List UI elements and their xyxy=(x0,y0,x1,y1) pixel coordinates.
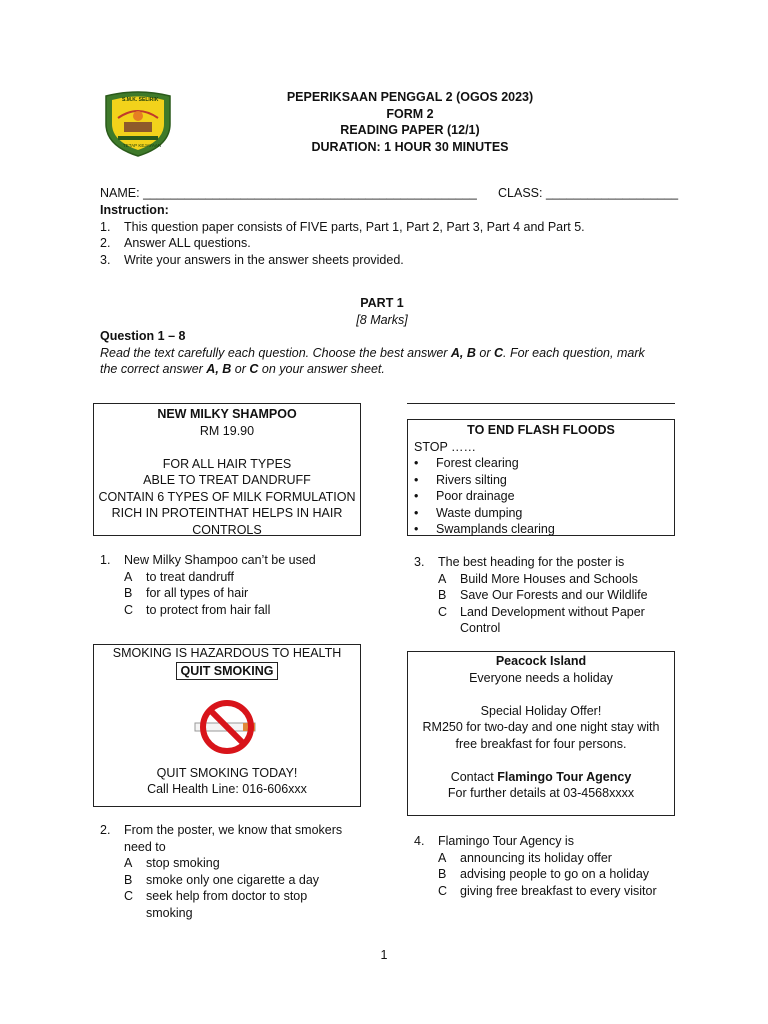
option-c[interactable]: C giving free breakfast to every visitor xyxy=(438,883,657,898)
option-a[interactable]: A stop smoking xyxy=(124,856,220,870)
island-contact: Contact Flamingo Tour Agency xyxy=(450,769,632,784)
option-b[interactable]: B smoke only one cigarette a day xyxy=(124,872,320,887)
option-c[interactable]: C to protect from hair fall xyxy=(124,602,271,617)
shampoo-line: RICH IN PROTEINTHAT HELPS IN HAIR xyxy=(111,506,343,520)
instruction-label: Instruction: xyxy=(100,203,169,217)
flood-bullet: • Forest clearing xyxy=(414,456,519,470)
part-title: PART 1 xyxy=(360,296,404,310)
logo-text-top: S.M.K. SELIRIK xyxy=(122,97,159,103)
flood-bullet: • Waste dumping xyxy=(414,505,523,520)
duration-label: DURATION: 1 HOUR 30 MINUTES xyxy=(311,139,509,154)
shampoo-title: NEW MILKY SHAMPOO xyxy=(157,407,297,421)
flood-title: TO END FLASH FLOODS xyxy=(467,423,615,437)
smoking-title: SMOKING IS HAZARDOUS TO HEALTH xyxy=(112,646,342,660)
flood-bullet: • Poor drainage xyxy=(414,489,515,503)
flood-bullet: • Swamplands clearing xyxy=(414,522,555,536)
instruction-item: 2. Answer ALL questions. xyxy=(100,236,251,250)
page-number: 1 xyxy=(380,948,388,962)
option-b[interactable]: B for all types of hair xyxy=(124,586,249,600)
directions xyxy=(100,328,680,378)
flood-stop: STOP …… xyxy=(414,439,477,454)
instruction-item: 1. This question paper consists of FIVE parts, Part 1, Part 2, Part 3, Part 4 and Part 5. xyxy=(100,219,585,234)
shampoo-line: FOR ALL HAIR TYPES xyxy=(162,456,292,471)
exam-title: PEPERIKSAAN PENGGAL 2 (OGOS 2023) xyxy=(286,90,534,104)
option-a[interactable]: A announcing its holiday offer xyxy=(438,850,612,865)
island-title: Peacock Island xyxy=(495,654,587,668)
question-1: 1. New Milky Shampoo can’t be used A to treat dandruff B for all types of hair C to protect from hair fall xyxy=(100,552,380,618)
island-details: For further details at 03-4568xxxx xyxy=(447,786,635,800)
part-heading xyxy=(282,295,482,328)
shampoo-line: ABLE TO TREAT DANDRUFF xyxy=(143,473,311,487)
option-b[interactable]: B Save Our Forests and our Wildlife xyxy=(438,588,648,602)
option-c-continued: Control xyxy=(460,621,501,635)
shampoo-price: RM 19.90 xyxy=(199,423,255,438)
question-2-stem-continued: need to xyxy=(124,839,166,854)
option-c[interactable]: C Land Development without Paper xyxy=(438,604,645,619)
shampoo-poster xyxy=(93,403,361,536)
island-offer-line: free breakfast for four persons. xyxy=(455,736,627,751)
quit-smoking-label: QUIT SMOKING xyxy=(176,662,277,680)
question-range: Question 1 – 8 xyxy=(100,329,186,343)
island-poster xyxy=(407,651,675,816)
island-offer: Special Holiday Offer! xyxy=(480,703,602,718)
exam-header xyxy=(260,89,560,155)
island-tagline: Everyone needs a holiday xyxy=(469,670,613,685)
option-c-continued: smoking xyxy=(146,905,193,920)
directions-line-1: Read the text carefully each question. Choose the best answer A, B or C. For each question, mark xyxy=(100,345,645,360)
school-logo xyxy=(100,88,176,158)
name-field[interactable]: ________________________________________________ xyxy=(143,186,477,200)
directions-line-2: the correct answer A, B or C on your answer sheet. xyxy=(100,362,385,376)
island-offer-line: RM250 for two-day and one night stay with xyxy=(422,720,660,734)
logo-text-bottom: TETAP KEJAYAAN xyxy=(123,143,162,148)
question-4: 4. Flamingo Tour Agency is A announcing its holiday offer B advising people to go on a holiday C giving free breakfast to every visitor xyxy=(414,833,714,899)
option-b[interactable]: B advising people to go on a holiday xyxy=(438,867,650,881)
question-2: 2. From the poster, we know that smokers need to A stop smoking B smoke only one cigarette a day C seek help from doctor to stop smoking xyxy=(100,822,390,921)
part-marks: [8 Marks] xyxy=(356,312,408,327)
question-3: 3. The best heading for the poster is A Build More Houses and Schools B Save Our Forests and our Wildlife C Land Development without Paper Control xyxy=(414,554,714,637)
instruction-item: 3. Write your answers in the answer sheets provided. xyxy=(100,252,404,267)
option-a[interactable]: A Build More Houses and Schools xyxy=(438,571,638,586)
option-c[interactable]: C seek help from doctor to stop xyxy=(124,889,308,903)
no-smoking-icon xyxy=(193,698,261,756)
class-field[interactable]: ___________________ xyxy=(545,186,679,200)
divider-line xyxy=(407,403,675,404)
shampoo-line: CONTROLS xyxy=(192,522,262,537)
flood-bullet: • Rivers silting xyxy=(414,472,507,487)
paper-label: READING PAPER (12/1) xyxy=(340,123,480,137)
smoking-poster xyxy=(93,644,361,807)
shampoo-line: CONTAIN 6 TYPES OF MILK FORMULATION xyxy=(98,489,356,504)
instructions xyxy=(100,202,700,268)
smoking-footer-2: Call Health Line: 016-606xxx xyxy=(147,782,307,796)
smoking-footer-1: QUIT SMOKING TODAY! xyxy=(156,765,298,780)
name-row xyxy=(100,186,477,200)
class-row xyxy=(498,186,678,200)
option-a[interactable]: A to treat dandruff xyxy=(124,569,235,584)
form-label: FORM 2 xyxy=(386,106,434,121)
name-label: NAME: xyxy=(100,186,140,200)
class-label: CLASS: xyxy=(498,186,543,200)
flood-poster xyxy=(407,419,675,536)
